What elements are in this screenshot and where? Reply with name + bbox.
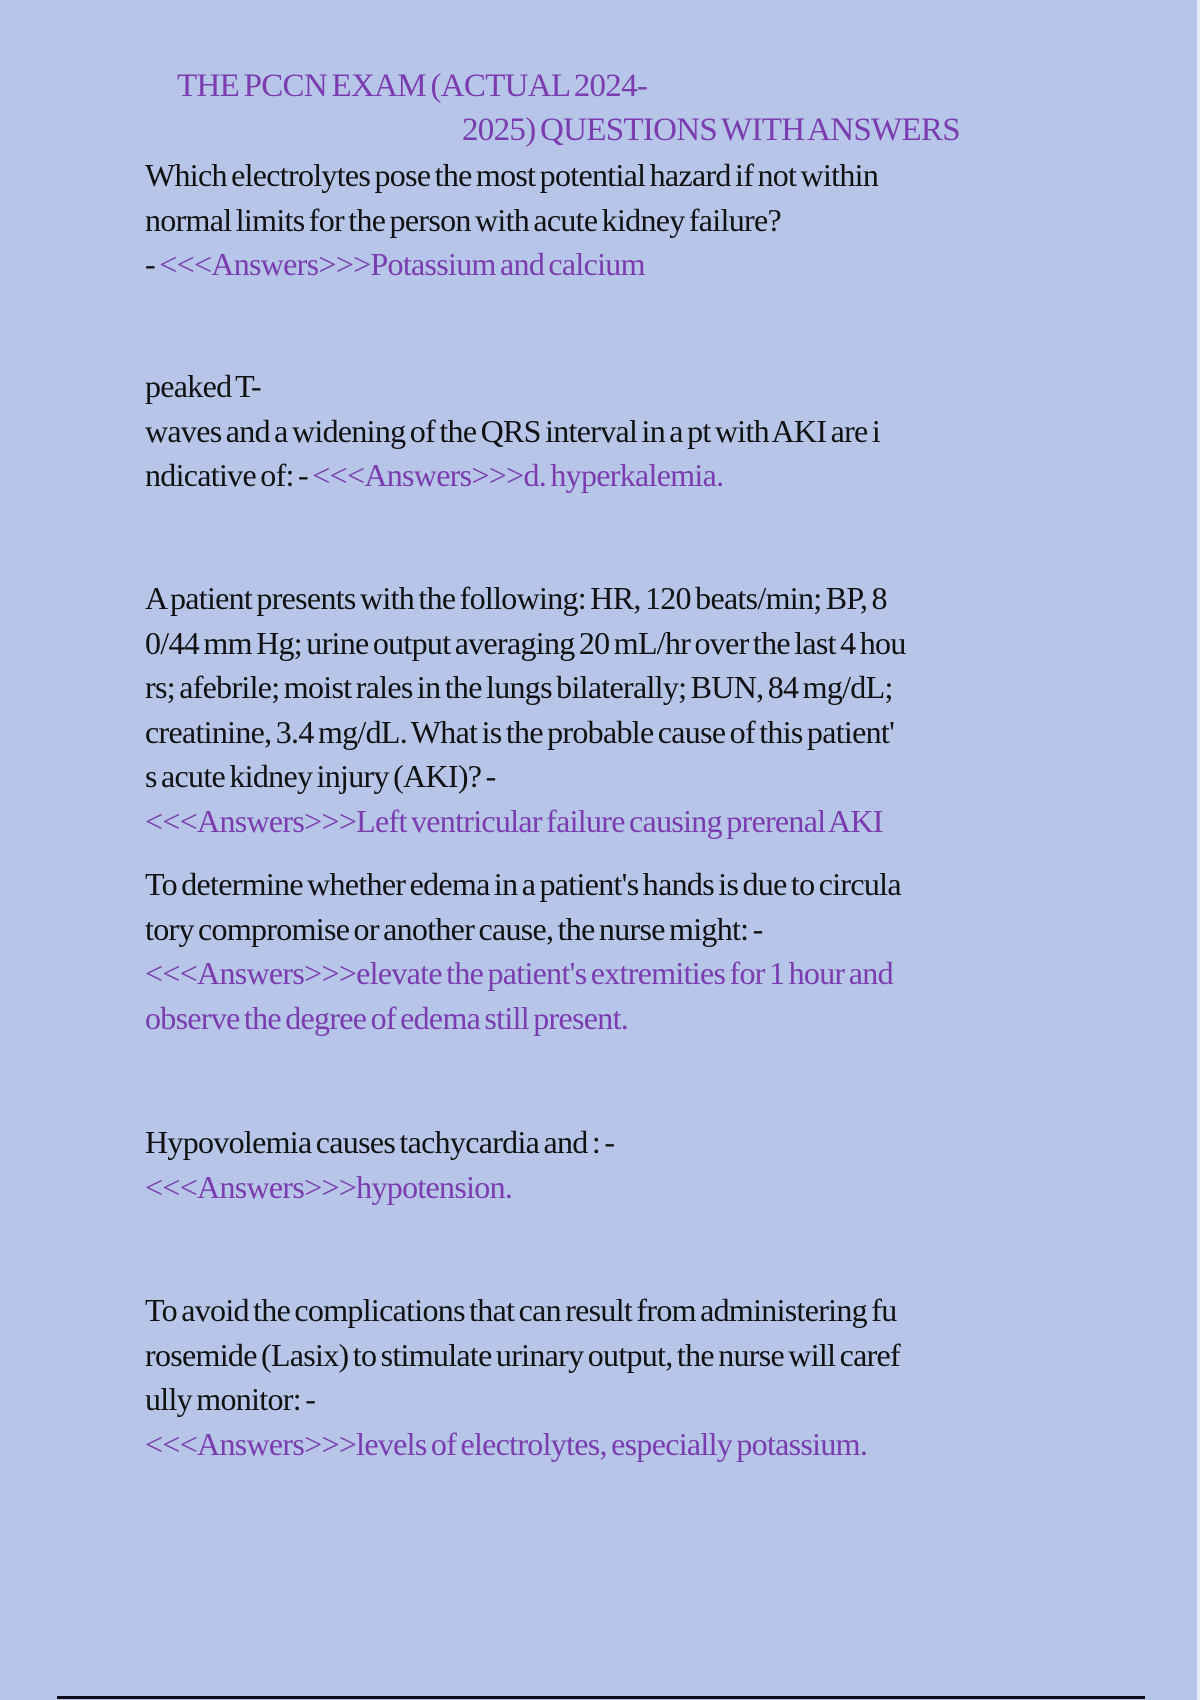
question-line: s acute kidney injury (AKI)? - [145,758,496,794]
question-line: peaked T- [145,368,261,404]
question-line: To avoid the complications that can result from administering fu [145,1292,897,1328]
question-line: ully monitor: - [145,1381,316,1417]
answer-text: observe the degree of edema still present. [145,999,629,1036]
answer-text: <<<Answers>>>hypotension. [145,1168,513,1205]
answer-prefix: - [145,246,160,282]
question-line: rosemide (Lasix) to stimulate urinary output, the nurse will caref [145,1336,901,1373]
question-line: ndicative of: - [145,457,313,493]
question-line: rs; afebrile; moist rales in the lungs bilaterally; BUN, 84 mg/dL; [145,669,893,705]
qa-item-1 [145,153,1085,287]
question-line: A patient presents with the following: HR, 120 beats/min; BP, 8 [145,580,887,616]
answer-text: <<<Answers>>>Left ventricular failure causing prerenal AKI [145,802,883,839]
answer-text: <<<Answers>>>Potassium and calcium [159,246,645,282]
answer-text: <<<Answers>>>levels of electrolytes, especially potassium. [145,1425,868,1462]
qa-item-5 [145,1120,1085,1209]
answer-text: <<<Answers>>>elevate the patient's extremities for 1 hour and [145,955,893,991]
document-title-line-1: THE PCCN EXAM (ACTUAL 2024- [177,68,648,104]
question-line: creatinine, 3.4 mg/dL. What is the probable cause of this patient' [145,713,895,750]
question-line: To determine whether edema in a patient's hands is due to circula [145,866,901,902]
question-line: Hypovolemia causes tachycardia and : - [145,1124,615,1160]
question-line: normal limits for the person with acute kidney failure? [145,201,781,238]
qa-item-2 [145,364,1085,498]
qa-item-3 [145,576,1085,843]
question-line: waves and a widening of the QRS interval in a pt with AKI are i [145,412,881,449]
qa-item-6 [145,1288,1085,1466]
answer-text: <<<Answers>>>d. hyperkalemia. [312,457,724,493]
question-line: tory compromise or another cause, the nurse might: - [145,910,763,947]
question-line: 0/44 mm Hg; urine output averaging 20 mL/hr over the last 4 hou [145,624,906,661]
footer-divider [57,1696,1145,1699]
qa-item-4 [145,862,1085,1040]
document-title-line-2: 2025) QUESTIONS WITH ANSWERS [462,112,960,148]
question-line: Which electrolytes pose the most potential hazard if not within [145,157,879,193]
